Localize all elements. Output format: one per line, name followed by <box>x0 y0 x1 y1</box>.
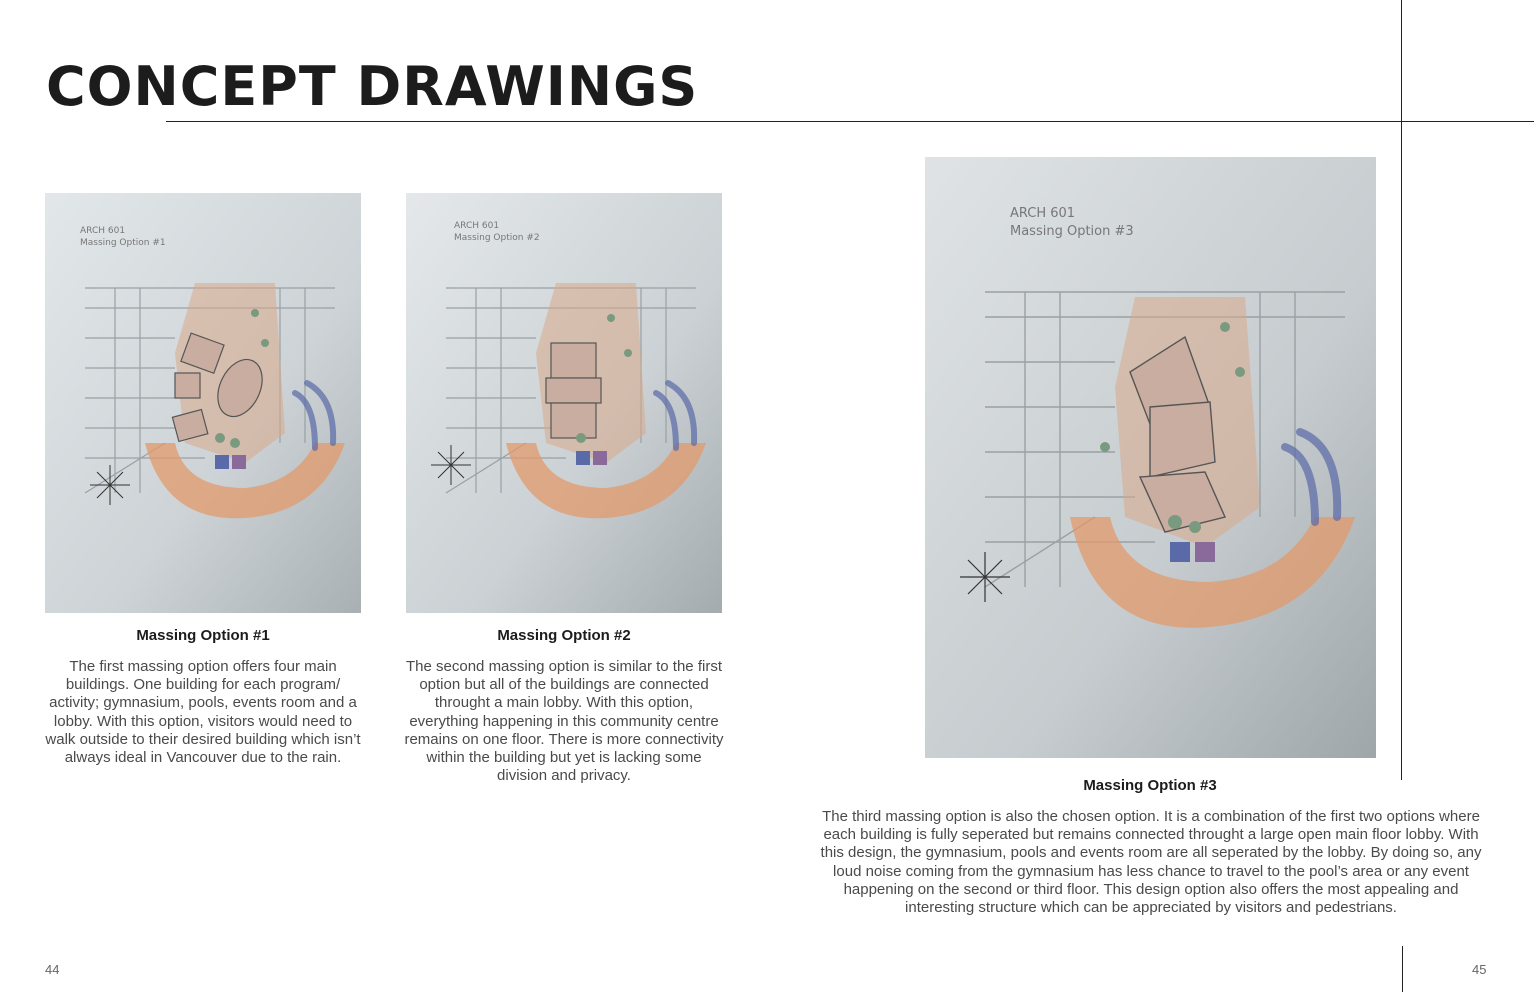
option-1-description: The first massing option offers four main buildings. One building for each program/ activity; gymnasium, pools, events room and a lobby. With this option, visitors would need to walk outside to their desired building which isn’t always ideal in Vancouver due to the rain. <box>45 658 361 767</box>
title-underline <box>166 121 1534 122</box>
massing-option-1-sketch <box>45 193 361 613</box>
option-2-caption: Massing Option #2 <box>497 627 631 644</box>
page-spine-divider <box>1401 0 1402 780</box>
option-1-caption: Massing Option #1 <box>136 627 270 644</box>
svg-text:ARCH 601: ARCH 601 <box>80 226 126 236</box>
svg-text:Massing Option #2: Massing Option #2 <box>454 233 540 243</box>
page-spine-divider-bottom <box>1402 946 1403 992</box>
massing-option-3-sketch <box>925 157 1376 758</box>
page-number-left: 44 <box>45 962 60 977</box>
page-number-right: 45 <box>1472 962 1487 977</box>
svg-text:ARCH 601: ARCH 601 <box>454 221 500 231</box>
massing-option-2-sketch <box>406 193 722 613</box>
svg-text:ARCH 601: ARCH 601 <box>1010 206 1076 221</box>
option-3-description: The third massing option is also the chosen option. It is a combination of the first two options where each building is fully seperated but remains connected throught a large open main floor lobby. With this design, the gymnasium, pools and events room are all seperated by the lobby. By doing so, any loud noise coming from the gymnasium has less chance to travel to the pool’s area or any event happening on the second or third floor. This design option also offers the most appealing and interesting structure which can be appreciated by visitors and pedestrians. <box>820 808 1482 917</box>
option-2-description: The second massing option is similar to the first option but all of the buildings are connected throught a main lobby. With this option, everything happening in this community centre remains on one floor. There is more connectivity within the building but yet is lacking some division and privacy. <box>404 658 724 785</box>
svg-text:Massing Option #3: Massing Option #3 <box>1010 224 1134 239</box>
option-3-caption: Massing Option #3 <box>1083 777 1217 794</box>
page-title: CONCEPT DRAWINGS <box>46 55 699 118</box>
svg-text:Massing Option #1: Massing Option #1 <box>80 238 166 248</box>
